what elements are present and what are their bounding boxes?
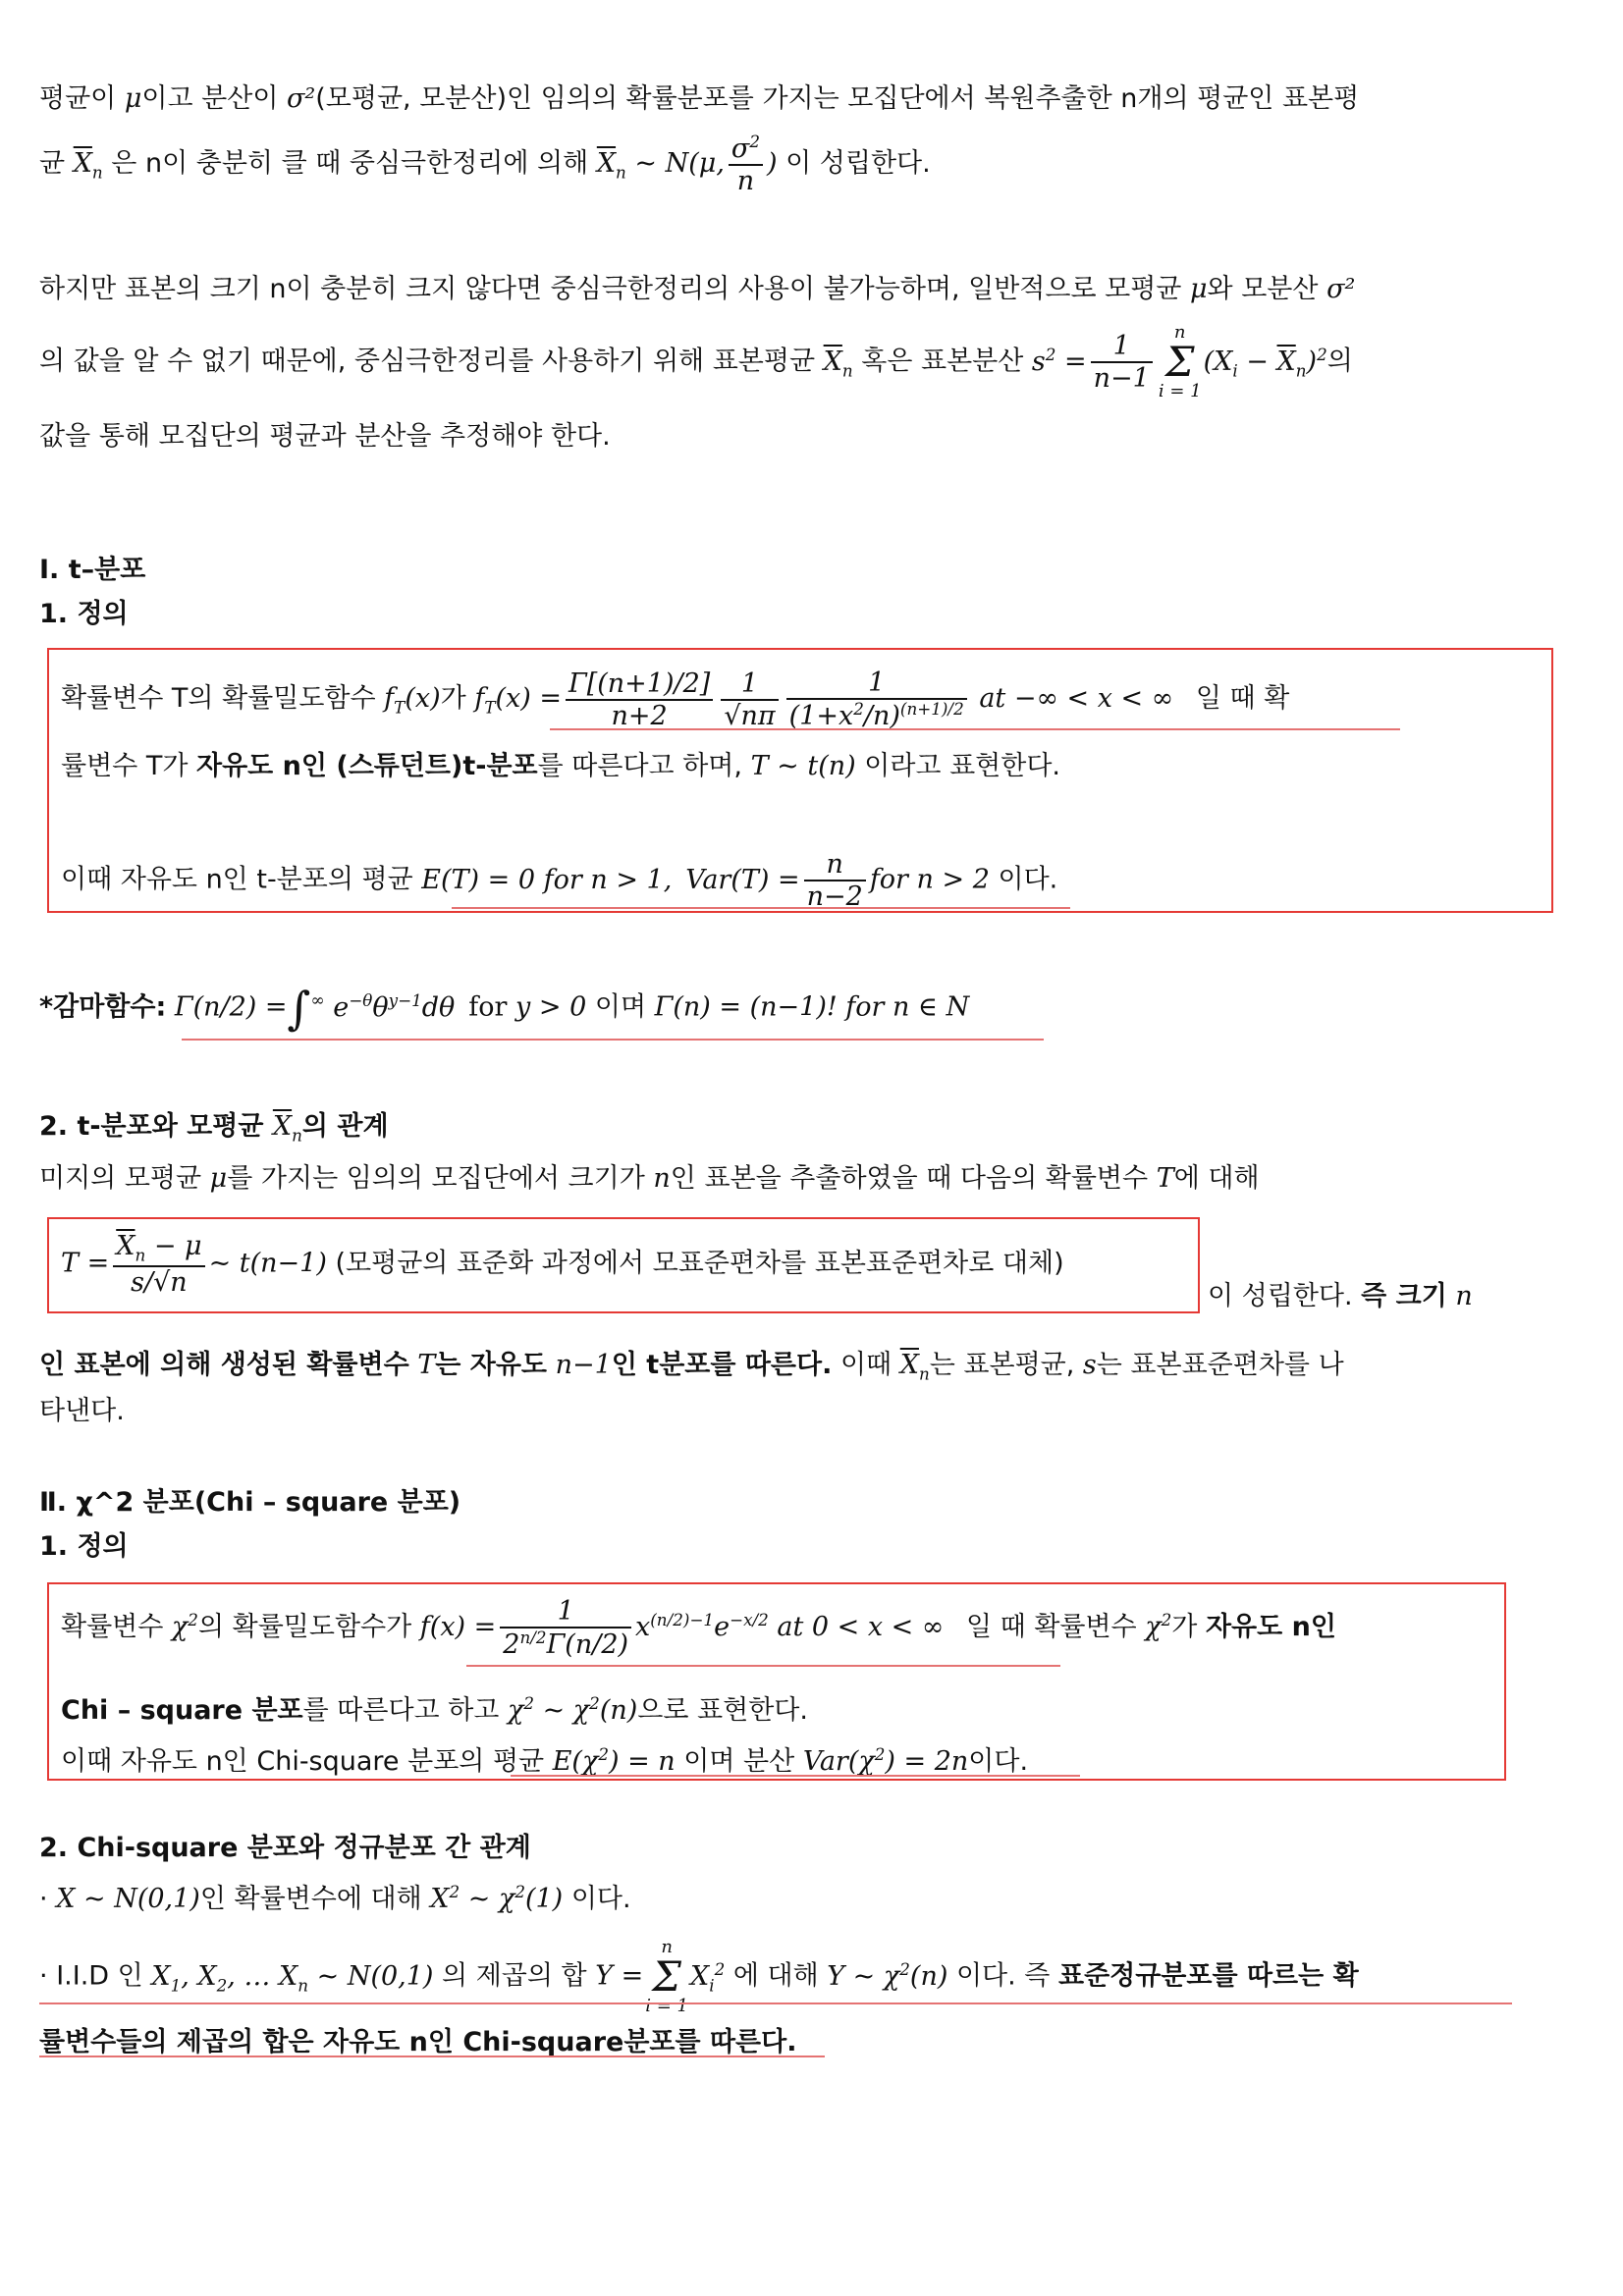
- t-def-line-1: 확률변수 T의 확률밀도함수 $f_T(x)$가 $f_T(x)$ = $\frac{\Gamma[(n+1)/2]}{n+2}$ $\frac{1}{√n\pi}$ $\frac{1}{(1+x^2/n)^{(n+1)/2}}$ at −∞ < x < ∞ 일 때 확: [61, 667, 1290, 732]
- gamma-line: *감마함수: Γ(n/2) =∫∞ $e^{-\theta}\theta^{y-1}d\theta$ for y > 0 이며 Γ(n) = (n−1)! for n ∈ N: [39, 982, 970, 1035]
- section-1-subtitle-1: 1. 정의: [39, 599, 129, 629]
- intro-line-4: 의 값을 알 수 없기 때문에, 중심극한정리를 사용하기 위해 표본평균 $\overline{X}_n$ 혹은 표본분산 $s^2$ = $\frac{1}{n-1}$ n Σ i = 1 $(X_i - \overline{X}_n)^2$의: [39, 322, 1353, 401]
- relation-line: 미지의 모평균 μ를 가지는 임의의 모집단에서 크기가 n인 표본을 추출하였을 때 다음의 확률변수 T에 대해: [39, 1163, 1260, 1194]
- section-2-title: Ⅱ. χ^2 분포(Chi – square 분포): [39, 1487, 461, 1518]
- intro-line-5: 값을 통해 모집단의 평균과 분산을 추정해야 한다.: [39, 421, 611, 452]
- chi-bullet-2-underline: [39, 2002, 1512, 2004]
- chi-conclusion-underline: [39, 2056, 825, 2057]
- t-moments-underline: [452, 907, 1070, 909]
- section-1-title: Ⅰ. t–분포: [39, 555, 146, 585]
- t-conclusion-line-2: 타낸다.: [39, 1396, 125, 1426]
- intro-line-2: 균 $\overline{X}_n$ 은 n이 충분히 클 때 중심극한정리에 의해 $\overline{X}_n$ ~ N(μ, $\frac{\sigma^2}{n}$ ) 이 성립한다.: [39, 132, 931, 197]
- chi-bullet-2-continued: 률변수들의 제곱의 합은 자유도 n인 Chi-square분포를 따른다.: [39, 2027, 797, 2057]
- section-2-subtitle-1: 1. 정의: [39, 1531, 129, 1562]
- t-def-line-3: 이때 자유도 n인 t-분포의 평균 E(T) = 0 for n > 1, Var(T) = $\frac{n}{n-2}$ for n > 2 이다.: [61, 849, 1058, 913]
- t-conclusion-line-1: 인 표본에 의해 생성된 확률변수 T는 자유도 n−1인 t분포를 따른다. 이때 $\overline{X}_n$는 표본평균, s는 표본표준편차를 나: [39, 1350, 1344, 1384]
- chi-moments-underline: [511, 1775, 1080, 1777]
- chi-def-line-1: 확률변수 $\chi^2$의 확률밀도함수가 f(x) = $\frac{1}{2^{n/2}\Gamma(n/2)}$ $x^{(n/2)-1}e^{-x/2}$ at 0 < x < ∞ 일 때 확률변수 $\chi^2$가 자유도 n인: [61, 1596, 1336, 1661]
- t-statistic-after: 이 성립한다. 즉 크기 n: [1208, 1281, 1473, 1311]
- t-statistic-formula: T = $\frac{\overline{X}_n - \mu}{s/√n}$ ~ t(n−1) (모평균의 표준화 과정에서 모표준편차를 표본표준편차로 대체): [61, 1231, 1064, 1298]
- t-pdf-underline: [550, 728, 1400, 730]
- section-1-subtitle-2: 2. t-분포와 모평균 $\overline{X}_n$의 관계: [39, 1111, 389, 1146]
- chi-bullet-2: · I.I.D 인 $X_1$, $X_2$, … $X_n$ ~ N(0,1) 의 제곱의 합 Y = n Σ i = 1 $X_i^2$ 에 대해 Y ~ $\chi^2(n)$ 이다. 즉 표준정규분포를 따르는 확: [39, 1937, 1359, 2016]
- chi-def-line-3: 이때 자유도 n인 Chi-square 분포의 평균 $E(\chi^2) = n$ 이며 분산 $Var(\chi^2) = 2n$이다.: [61, 1744, 1029, 1777]
- intro-line-1: 평균이 μ이고 분산이 σ²(모평균, 모분산)인 임의의 확률분포를 가지는 모집단에서 복원추출한 n개의 평균인 표본평: [39, 83, 1360, 114]
- gamma-underline: [182, 1039, 1044, 1041]
- chi-def-line-2: Chi – square 분포를 따른다고 하고 $\chi^2$ ~ $\chi^2(n)$으로 표현한다.: [61, 1693, 808, 1726]
- section-2-subtitle-2: 2. Chi-square 분포와 정규분포 간 관계: [39, 1833, 531, 1863]
- intro-line-3: 하지만 표본의 크기 n이 충분히 크지 않다면 중심극한정리의 사용이 불가능하며, 일반적으로 모평균 μ와 모분산 σ²: [39, 274, 1356, 304]
- chi-bullet-1: · X ~ N(0,1)인 확률변수에 대해 $X^2$ ~ $\chi^2(1)$ 이다.: [39, 1882, 631, 1914]
- chi-pdf-underline: [466, 1665, 1060, 1667]
- t-def-line-2: 률변수 T가 자유도 n인 (스튜던트)t-분포를 따른다고 하며, T ~ t(n) 이라고 표현한다.: [61, 751, 1061, 781]
